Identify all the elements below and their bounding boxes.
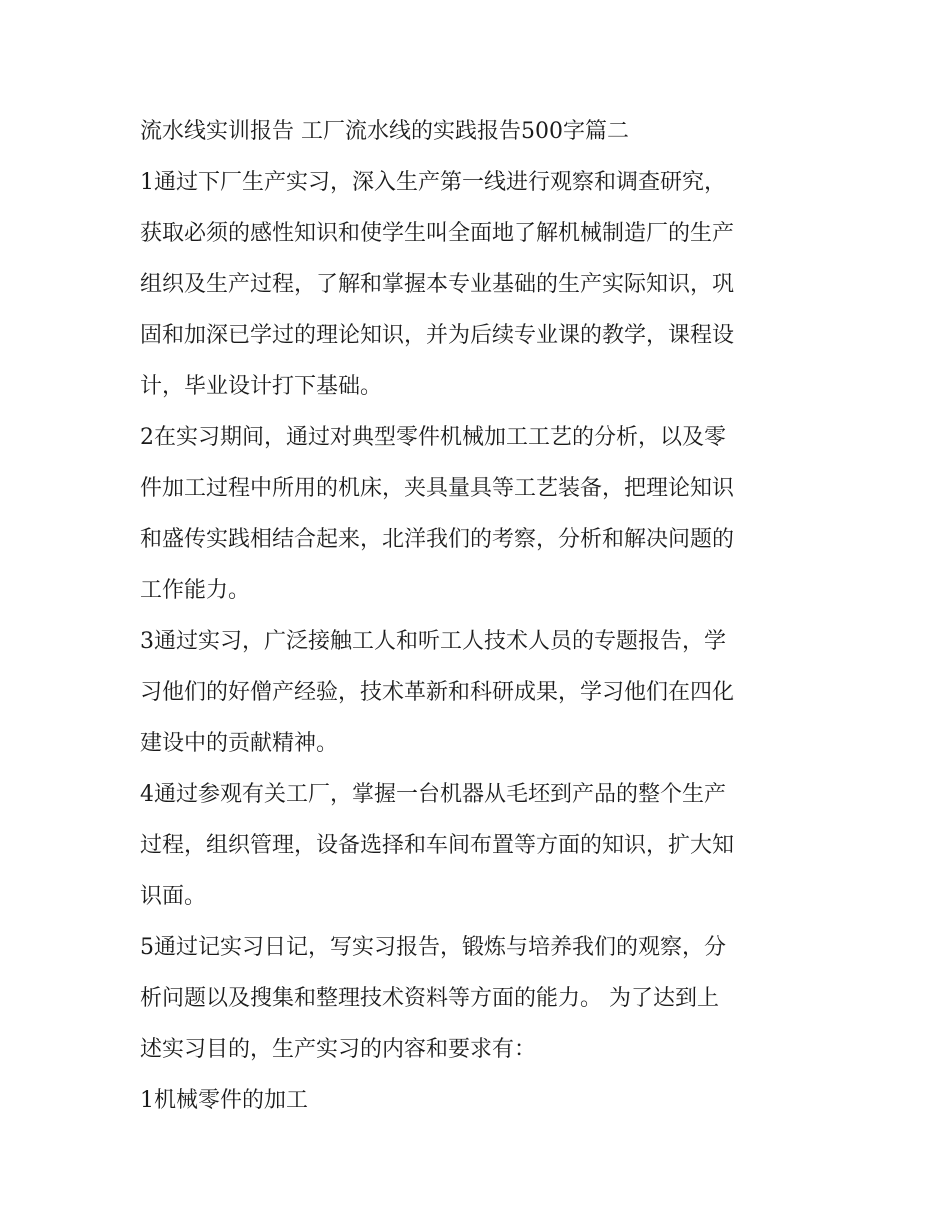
paragraph-line: 习他们的好僧产经验，技术革新和科研成果，学习他们在四化 [140, 680, 735, 705]
paragraph-line: 析问题以及搜集和整理技术资料等方面的能力。 为了达到上 [140, 986, 719, 1011]
paragraph-4 [140, 769, 820, 922]
paragraph-line: 计，毕业设计打下基础。 [140, 374, 383, 399]
paragraph-line: 建设中的贡献精神。 [140, 731, 339, 756]
document-title: 流水线实训报告 工厂流水线的实践报告500字篇二 [140, 119, 629, 144]
paragraph-3 [140, 616, 820, 769]
paragraph-6 [140, 1075, 820, 1126]
paragraph-line: 获取必须的感性知识和使学生叫全面地了解机械制造厂的生产 [140, 221, 735, 246]
paragraph-line: 述实习目的，生产实习的内容和要求有： [140, 1037, 537, 1062]
paragraph-line: 和盛传实践相结合起来，北洋我们的考察，分析和解决问题的 [140, 527, 735, 552]
paragraph-line: 3通过实习，广泛接触工人和听工人技术人员的专题报告，学 [140, 629, 726, 654]
paragraph-line: 1机械零件的加工 [140, 1088, 308, 1113]
document-body [140, 106, 820, 1126]
paragraph-line: 固和加深已学过的理论知识，并为后续专业课的教学，课程设 [140, 323, 735, 348]
paragraph-2 [140, 412, 820, 616]
paragraph-line: 识面。 [140, 884, 207, 909]
paragraph-line: 过程，组织管理，设备选择和车间布置等方面的知识，扩大知 [140, 833, 735, 858]
paragraph-line: 5通过记实习日记，写实习报告，锻炼与培养我们的观察，分 [140, 935, 726, 960]
paragraph-1 [140, 157, 820, 412]
paragraph-line: 组织及生产过程，了解和掌握本专业基础的生产实际知识，巩 [140, 272, 735, 297]
paragraph-line: 1通过下厂生产实习，深入生产第一线进行观察和调查研究， [140, 170, 726, 195]
paragraph-line: 工作能力。 [140, 578, 251, 603]
paragraph-line: 2在实习期间，通过对典型零件机械加工工艺的分析，以及零 [140, 425, 726, 450]
paragraph-line: 4通过参观有关工厂，掌握一台机器从毛坯到产品的整个生产 [140, 782, 726, 807]
paragraph-5 [140, 922, 820, 1075]
paragraph-line: 件加工过程中所用的机床，夹具量具等工艺装备，把理论知识 [140, 476, 735, 501]
